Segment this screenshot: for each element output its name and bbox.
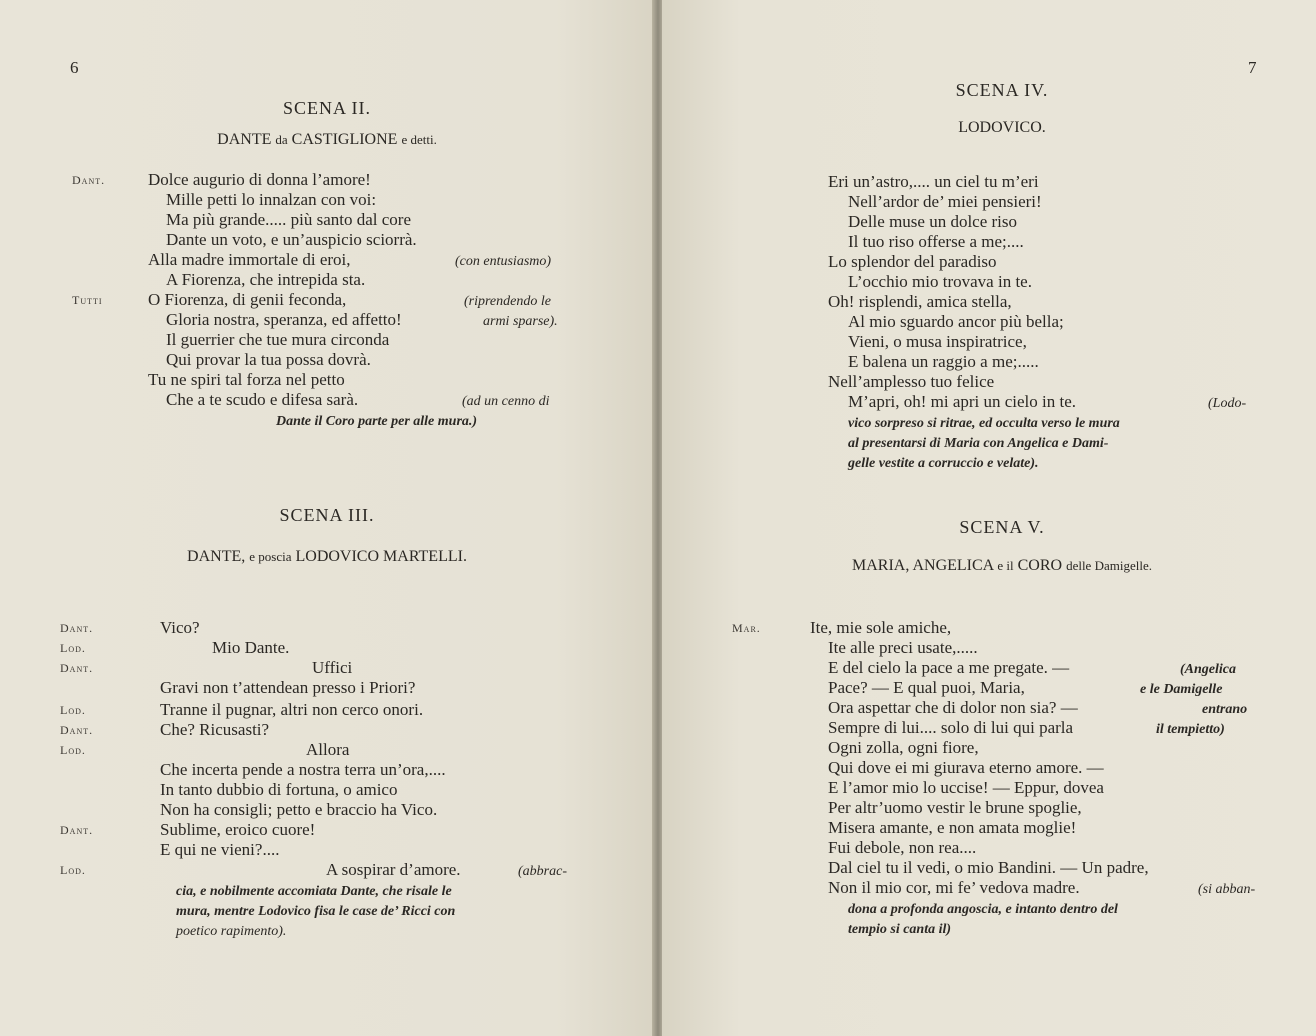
verse-line: Per altr’uomo vestir le brune spoglie, xyxy=(828,798,1082,817)
stage-direction: (con entusiasmo) xyxy=(455,254,552,269)
verse-line: Eri un’astro,.... un ciel tu m’eri xyxy=(828,172,1039,191)
verse-line: Pace? — E qual puoi, Maria, xyxy=(828,678,1025,697)
verse-line: E balena un raggio a me;..... xyxy=(848,352,1039,371)
stage-direction: (abbrac- xyxy=(518,864,567,879)
scene-cast xyxy=(0,548,654,566)
speaker-label: Mar. xyxy=(732,621,761,635)
cast-note: e il xyxy=(997,558,1014,573)
cast-name: DANTE xyxy=(217,131,272,148)
stage-direction: mura, mentre Lodovico fisa le case de’ Ricci con xyxy=(176,904,456,919)
stage-direction: cia, e nobilmente accomiata Dante, che risale le xyxy=(176,884,452,899)
cast-note: delle Damigelle. xyxy=(1066,558,1152,573)
verse-line: Il tuo riso offerse a me;.... xyxy=(848,232,1024,251)
scene-title: SCENA III. xyxy=(279,505,375,525)
cast-name: LODOVICO MARTELLI. xyxy=(295,548,467,565)
stage-direction: poetico rapimento). xyxy=(176,924,287,939)
stage-direction: armi sparse). xyxy=(483,314,558,329)
verse-line: A Fiorenza, che intrepida sta. xyxy=(166,270,366,289)
verse-line: Non il mio cor, mi fe’ vedova madre. xyxy=(828,878,1080,897)
verse-line: M’apri, oh! mi apri un cielo in te. xyxy=(848,392,1077,411)
dialogue-line: Uffici xyxy=(312,658,353,677)
verse-line: E l’amor mio lo uccise! — Eppur, dovea xyxy=(828,778,1104,797)
verse-line: Dolce augurio di donna l’amore! xyxy=(148,170,371,189)
stage-direction: (riprendendo le xyxy=(464,294,551,309)
verse-line: Oh! risplendi, amica stella, xyxy=(828,292,1012,311)
verse-line: Ite, mie sole amiche, xyxy=(810,618,952,637)
stage-direction: (Angelica xyxy=(1180,662,1236,677)
stage-direction: tempio si canta il) xyxy=(848,922,952,937)
speaker-label: Lod. xyxy=(60,863,86,877)
verse-line: Al mio sguardo ancor più bella; xyxy=(848,312,1064,331)
speaker-label: Dant. xyxy=(60,661,94,675)
speaker-label: Lod. xyxy=(60,743,86,757)
cast-name: CORO xyxy=(1017,557,1063,574)
stage-direction: vico sorpreso si ritrae, ed occulta verso le mura xyxy=(848,416,1120,431)
left-page xyxy=(0,0,654,1036)
scene-cast: LODOVICO. xyxy=(958,119,1046,136)
dialogue-line: Non ha consigli; petto e braccio ha Vico. xyxy=(160,800,438,819)
speaker-label: Dant. xyxy=(60,723,94,737)
scene-title: SCENA IV. xyxy=(955,80,1049,100)
verse-line: Qui provar la tua possa dovrà. xyxy=(166,350,371,369)
speaker-label: Dant. xyxy=(60,621,94,635)
verse-line: Ite alle preci usate,..... xyxy=(828,638,978,657)
verse-line: Mille petti lo innalzan con voi: xyxy=(166,190,377,209)
stage-direction: (si abban- xyxy=(1198,882,1256,897)
verse-line: Tu ne spiri tal forza nel petto xyxy=(148,370,345,389)
scene-title: SCENA V. xyxy=(959,517,1045,537)
cast-note: da xyxy=(275,132,288,147)
dialogue-line: Tranne il pugnar, altri non cerco onori. xyxy=(160,700,424,719)
dialogue-line: Mio Dante. xyxy=(212,638,290,657)
verse-line: Dal ciel tu il vedi, o mio Bandini. — Un padre, xyxy=(828,858,1149,877)
dialogue-line: Gravi non t’attendean presso i Priori? xyxy=(160,678,416,697)
verse-line: Il guerrier che tue mura circonda xyxy=(166,330,390,349)
cast-note: e detti. xyxy=(401,132,437,147)
cast-name: DANTE, xyxy=(187,548,246,565)
verse-line: Misera amante, e non amata moglie! xyxy=(828,818,1077,837)
verse-line: Lo splendor del paradiso xyxy=(828,252,997,271)
verse-line: Nell’ardor de’ miei pensieri! xyxy=(848,192,1042,211)
stage-direction: (Lodo- xyxy=(1208,396,1247,411)
stage-direction: dona a profonda angoscia, e intanto dentro del xyxy=(848,902,1118,917)
stage-direction: e le Damigelle xyxy=(1140,682,1223,697)
verse-line: Nell’amplesso tuo felice xyxy=(828,372,995,391)
cast-note: e poscia xyxy=(249,549,292,564)
dialogue-line: Che incerta pende a nostra terra un’ora,.... xyxy=(160,760,446,779)
cast-name: CASTIGLIONE xyxy=(291,131,398,148)
verse-line: Ogni zolla, ogni fiore, xyxy=(828,738,979,757)
speaker-label: Lod. xyxy=(60,703,86,717)
speaker-label: Dant. xyxy=(60,823,94,837)
speaker-label: Lod. xyxy=(60,641,86,655)
verse-line: Ma più grande..... più santo dal core xyxy=(166,210,412,229)
stage-direction: il tempietto) xyxy=(1156,722,1225,737)
page-number: 6 xyxy=(70,58,79,77)
scene-cast xyxy=(662,557,1316,575)
stage-direction: Dante il Coro parte per alle mura.) xyxy=(276,414,478,429)
stage-direction: al presentarsi di Maria con Angelica e Dami- xyxy=(848,436,1109,451)
verse-line: Alla madre immortale di eroi, xyxy=(148,250,351,269)
dialogue-line: E qui ne vieni?.... xyxy=(160,840,280,859)
stage-direction: gelle vestite a corruccio e velate). xyxy=(848,456,1039,471)
page-number: 7 xyxy=(1248,58,1257,77)
right-page xyxy=(662,0,1316,1036)
stage-direction: (ad un cenno di xyxy=(462,394,550,409)
dialogue-line: In tanto dubbio di fortuna, o amico xyxy=(160,780,398,799)
dialogue-line: Vico? xyxy=(160,618,200,637)
scene-cast xyxy=(0,131,654,149)
verse-line: E del cielo la pace a me pregate. — xyxy=(828,658,1070,677)
dialogue-line: Che? Ricusasti? xyxy=(160,720,270,739)
verse-line: Gloria nostra, speranza, ed affetto! xyxy=(166,310,402,329)
verse-line: Delle muse un dolce riso xyxy=(848,212,1018,231)
cast-name: MARIA, ANGELICA xyxy=(852,557,994,574)
verse-line: Fui debole, non rea.... xyxy=(828,838,977,857)
dialogue-line: Sublime, eroico cuore! xyxy=(160,820,316,839)
dialogue-line: Allora xyxy=(306,740,350,759)
speaker-label: Dant. xyxy=(72,173,106,187)
speaker-label: Tutti xyxy=(72,293,103,307)
verse-line: Sempre di lui.... solo di lui qui parla xyxy=(828,718,1074,737)
verse-line: Dante un voto, e un’auspicio sciorrà. xyxy=(166,230,417,249)
verse-line: Vieni, o musa inspiratrice, xyxy=(848,332,1027,351)
verse-line: Che a te scudo e difesa sarà. xyxy=(166,390,359,409)
stage-direction: entrano xyxy=(1202,702,1248,717)
scene-title: SCENA II. xyxy=(282,98,371,118)
verse-line: L’occhio mio trovava in te. xyxy=(848,272,1032,291)
verse-line: O Fiorenza, di genii feconda, xyxy=(148,290,347,309)
dialogue-line: A sospirar d’amore. xyxy=(326,860,461,879)
verse-line: Qui dove ei mi giurava eterno amore. — xyxy=(828,758,1104,777)
verse-line: Ora aspettar che di dolor non sia? — xyxy=(828,698,1078,717)
